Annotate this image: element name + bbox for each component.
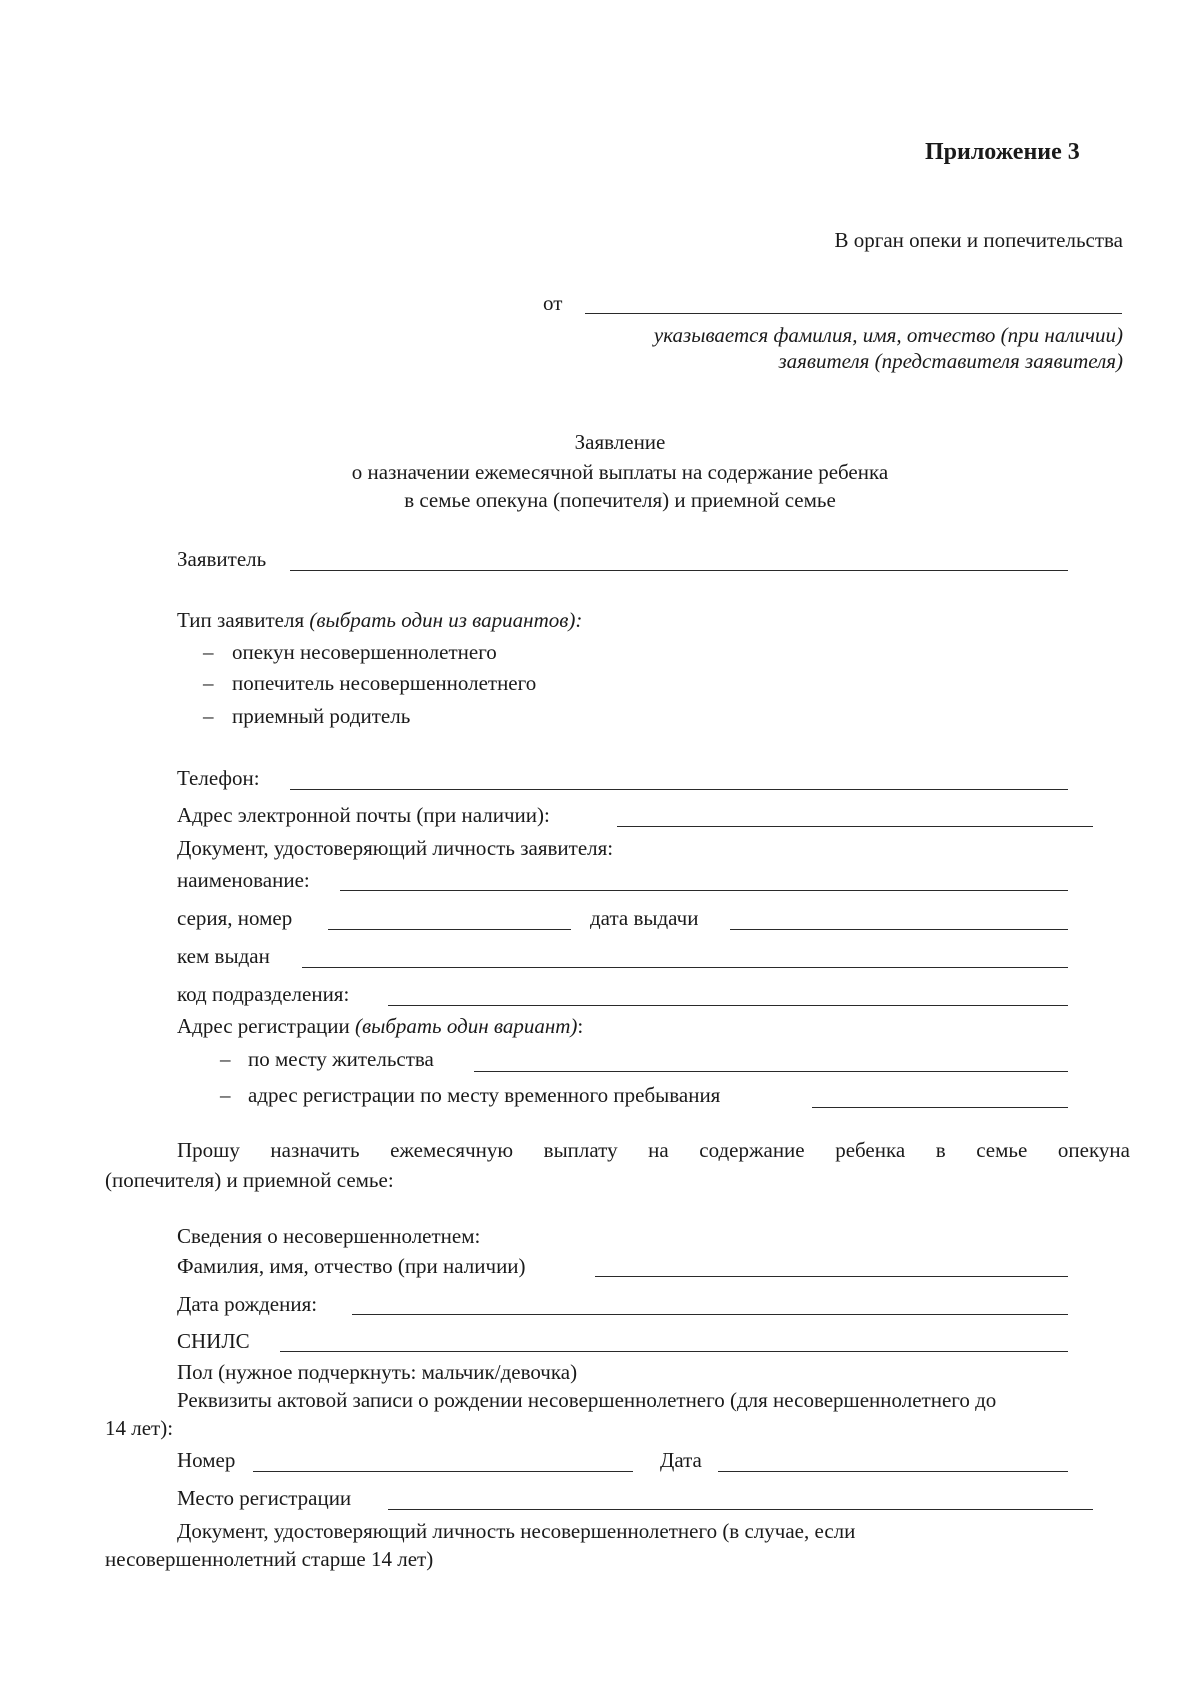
minor-birth-date-input-line[interactable]	[352, 1314, 1068, 1315]
reg-temporary-input-line[interactable]	[812, 1107, 1068, 1108]
from-label: от	[543, 291, 563, 315]
applicant-type-guardian[interactable]: опекун несовершеннолетнего	[232, 640, 497, 664]
minor-registration-input-line[interactable]	[388, 1509, 1093, 1510]
dash-bullet: –	[220, 1047, 231, 1071]
request-word: ежемесячную	[390, 1138, 514, 1162]
request-word: ребенка	[835, 1138, 906, 1162]
applicant-type-hint: (выбрать один из вариантов):	[309, 608, 583, 632]
division-code-input-line[interactable]	[388, 1005, 1068, 1006]
dash-bullet: –	[203, 640, 214, 664]
minor-fio-input-line[interactable]	[595, 1276, 1068, 1277]
applicant-type-foster-parent[interactable]: приемный родитель	[232, 704, 411, 728]
reg-address-colon: :	[577, 1014, 584, 1038]
division-code-label: код подразделения:	[177, 982, 350, 1006]
reg-option-residence[interactable]: по месту жительства	[248, 1047, 434, 1071]
request-word: опекуна	[1057, 1138, 1130, 1162]
id-doc-name-label: наименование:	[177, 868, 310, 892]
minor-snils-input-line[interactable]	[280, 1351, 1068, 1352]
minor-registration-label: Место регистрации	[177, 1486, 352, 1510]
request-word: назначить	[270, 1138, 360, 1162]
dash-bullet: –	[220, 1083, 231, 1107]
document-subtitle-line2: в семье опекуна (попечителя) и приемной семье	[404, 488, 836, 512]
reg-address-heading	[177, 1016, 583, 1037]
phone-input-line[interactable]	[290, 789, 1068, 790]
issued-by-label: кем выдан	[177, 944, 270, 968]
minor-section-label: Сведения о несовершеннолетнем:	[177, 1224, 481, 1248]
from-hint-line1: указывается фамилия, имя, отчество (при наличии)	[653, 323, 1123, 347]
minor-snils-label: СНИЛС	[177, 1329, 250, 1353]
birth-record-label-line1: Реквизиты актовой записи о рождении несовершеннолетнего (для несовершеннолетнего до	[177, 1388, 997, 1412]
birth-record-number-label: Номер	[177, 1448, 236, 1472]
issue-date-input-line[interactable]	[730, 929, 1068, 930]
request-word: в	[935, 1138, 946, 1162]
applicant-type-label: Тип заявителя	[177, 608, 310, 632]
minor-id-doc-label-line2: несовершеннолетний старше 14 лет)	[105, 1547, 434, 1571]
id-doc-name-input-line[interactable]	[340, 890, 1068, 891]
request-paragraph-line1	[177, 1140, 1130, 1161]
email-input-line[interactable]	[617, 826, 1093, 827]
from-input-line[interactable]	[585, 313, 1122, 314]
applicant-label: Заявитель	[177, 547, 267, 571]
phone-label: Телефон:	[177, 766, 260, 790]
issued-by-input-line[interactable]	[302, 967, 1068, 968]
minor-birth-date-label: Дата рождения:	[177, 1292, 318, 1316]
birth-record-date-input-line[interactable]	[718, 1471, 1068, 1472]
issue-date-label: дата выдачи	[590, 906, 699, 930]
applicant-id-doc-label: Документ, удостоверяющий личность заявителя:	[177, 836, 614, 860]
series-number-input-line[interactable]	[328, 929, 571, 930]
recipient-text: В орган опеки и попечительства	[834, 228, 1123, 252]
request-paragraph-line2: (попечителя) и приемной семье:	[105, 1168, 394, 1192]
request-word: содержание	[699, 1138, 805, 1162]
from-hint-line2: заявителя (представителя заявителя)	[778, 349, 1123, 373]
reg-address-label: Адрес регистрации	[177, 1014, 355, 1038]
request-word: Прошу	[177, 1138, 240, 1162]
request-word: на	[648, 1138, 669, 1162]
minor-id-doc-label-line1: Документ, удостоверяющий личность несовершеннолетнего (в случае, если	[177, 1519, 856, 1543]
reg-option-temporary[interactable]: адрес регистрации по месту временного пребывания	[248, 1083, 721, 1107]
request-word: выплату	[543, 1138, 618, 1162]
applicant-type-heading	[177, 610, 582, 631]
request-word: семье	[976, 1138, 1028, 1162]
appendix-label: Приложение 3	[925, 139, 1080, 165]
document-subtitle-line1: о назначении ежемесячной выплаты на содержание ребенка	[351, 460, 889, 484]
birth-record-number-input-line[interactable]	[253, 1471, 633, 1472]
birth-record-label-line2: 14 лет):	[105, 1416, 174, 1440]
reg-residence-input-line[interactable]	[474, 1071, 1068, 1072]
series-number-label: серия, номер	[177, 906, 293, 930]
dash-bullet: –	[203, 704, 214, 728]
email-label: Адрес электронной почты (при наличии):	[177, 803, 550, 827]
applicant-type-trustee[interactable]: попечитель несовершеннолетнего	[232, 671, 537, 695]
applicant-input-line[interactable]	[290, 570, 1068, 571]
minor-fio-label: Фамилия, имя, отчество (при наличии)	[177, 1254, 526, 1278]
dash-bullet: –	[203, 671, 214, 695]
reg-address-hint: (выбрать один вариант)	[354, 1014, 578, 1038]
document-title: Заявление	[574, 430, 666, 454]
minor-gender-label[interactable]: Пол (нужное подчеркнуть: мальчик/девочка)	[177, 1360, 578, 1384]
birth-record-date-label: Дата	[660, 1448, 702, 1472]
